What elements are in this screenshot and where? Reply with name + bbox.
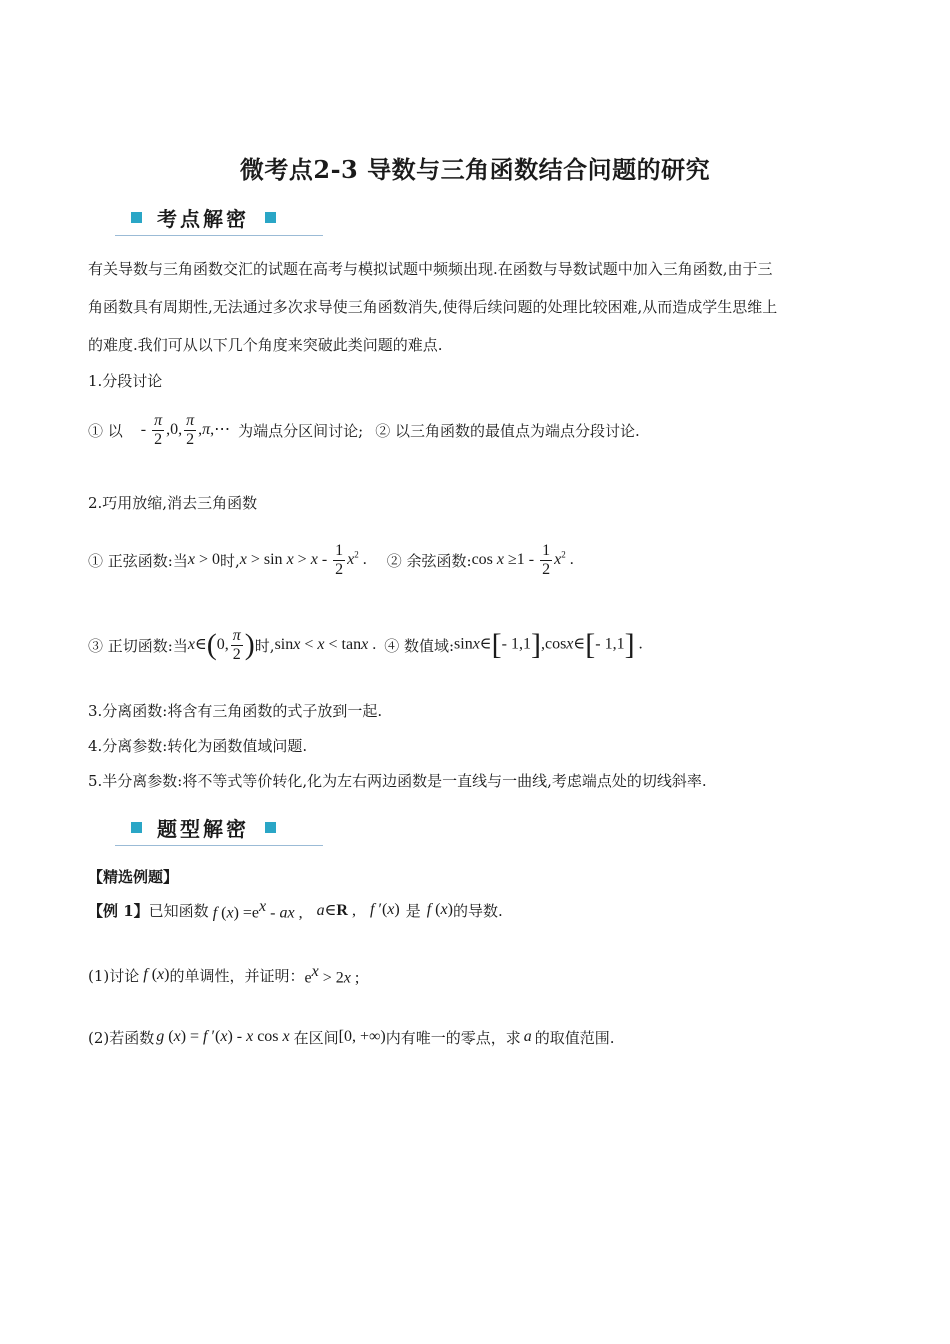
item-2-line xyxy=(88,535,574,585)
divider xyxy=(115,845,323,846)
section-header-points xyxy=(115,200,323,240)
text: ③ 正切函数:当 xyxy=(88,636,188,655)
question-2 xyxy=(88,1015,615,1059)
intro-line-1: 有关导数与三角函数交汇的试题在高考与模拟试题中频频出现.在函数与导数试题中加入三角函数,由于三 xyxy=(88,260,773,278)
heading-5: 5.半分离参数:将不等式等价转化,化为左右两边函数是一直线与一曲线,考虑端点处的切线斜率. xyxy=(88,772,707,790)
math-endpoints: - $\frac{\pi}{2}$ ,0, $\frac{\pi}{2}$ ,π,⋯ xyxy=(140,411,231,448)
section-header-types xyxy=(115,810,323,850)
text: 时, xyxy=(254,636,275,655)
example-label: 【精选例题】 xyxy=(88,868,179,886)
intro-line-2: 角函数具有周期性,无法通过多次求导使三角函数消失,使得后续问题的处理比较困难,从而造成学生思维上 xyxy=(88,298,778,316)
square-bullet-icon xyxy=(131,212,142,223)
text: 为端点分区间讨论; xyxy=(238,421,364,440)
item-3-line xyxy=(88,615,643,675)
text: 的导数. xyxy=(452,901,503,920)
text: 在区间 xyxy=(293,1028,339,1047)
example-1-stem xyxy=(88,890,503,930)
page-title: 微考点2-3 导数与三角函数结合问题的研究 xyxy=(239,155,711,184)
math-variable-a: a xyxy=(523,1028,532,1045)
math-sine-bound: x > sin x > x - $\frac{1}{2}$ $x^2$ . xyxy=(239,541,367,578)
item-1-line xyxy=(88,405,640,455)
math-tangent-bound: sinx < x < tanx . xyxy=(274,636,377,653)
text: ② 以三角函数的最值点为端点分段讨论. xyxy=(375,421,640,440)
section-label: 考点解密 xyxy=(157,207,249,231)
heading-4: 4.分离参数:转化为函数值域问题. xyxy=(88,737,308,755)
text: (1)讨论 xyxy=(88,966,140,985)
text: ① 以 xyxy=(88,421,123,440)
text: 是 xyxy=(405,901,421,920)
question-1 xyxy=(88,955,359,995)
text: 的单调性，并证明： xyxy=(169,966,305,985)
intro-line-3: 的难度.我们可从以下几个角度来突破此类问题的难点. xyxy=(88,336,443,354)
math-derivative: f ′(x) xyxy=(369,901,400,918)
square-bullet-icon xyxy=(265,212,276,223)
square-bullet-icon xyxy=(131,822,142,833)
text: 已知函数 xyxy=(148,901,209,920)
math-interval: x∈(0, $\frac{\pi}{2}$ ) xyxy=(187,626,255,663)
heading-3: 3.分离函数:将含有三角函数的式子放到一起. xyxy=(88,702,383,720)
text: ① 正弦函数:当 xyxy=(88,551,188,570)
divider xyxy=(115,235,323,236)
section-label: 题型解密 xyxy=(157,817,249,841)
square-bullet-icon xyxy=(265,822,276,833)
math-inequality: $e^x > 2x$ ; xyxy=(304,962,360,987)
math-interval: [0, +∞) xyxy=(338,1028,386,1045)
math-f-of-x: f (x) xyxy=(426,901,453,918)
heading-2: 2.巧用放缩,消去三角函数 xyxy=(88,494,258,512)
math-condition: x > 0 xyxy=(187,551,220,568)
text: (2)若函数 xyxy=(88,1028,155,1047)
math-function: f $(x) =e^x$ - ax , xyxy=(212,897,303,922)
text: ④ 数值域: xyxy=(384,636,455,655)
math-f-of-x: f (x) xyxy=(143,966,170,983)
text: 内有唯一的零点，求 xyxy=(385,1028,521,1047)
text: 的取值范围. xyxy=(534,1028,615,1047)
text: ② 余弦函数: xyxy=(386,551,472,570)
math-g-function: g (x) = f ′(x) - x cos x xyxy=(156,1028,290,1045)
text: 时, xyxy=(219,551,240,570)
math-domain: a∈R , xyxy=(316,902,356,919)
heading-1: 1.分段讨论 xyxy=(88,372,163,390)
math-range: sinx∈[- 1,1],cosx∈[- 1,1] . xyxy=(454,628,643,661)
math-cosine-bound: cos x ≥1 - $\frac{1}{2}$ $x^2$ . xyxy=(471,541,574,578)
example-title: 【例 1】 xyxy=(88,901,149,920)
